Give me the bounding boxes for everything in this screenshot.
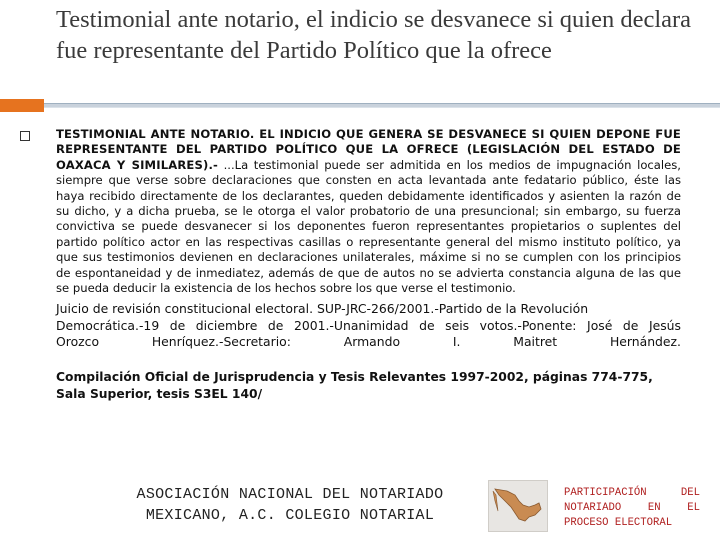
title-divider xyxy=(44,103,720,108)
footer-org-line-2: MEXICANO, A.C. COLEGIO NOTARIAL xyxy=(145,507,435,524)
juicio-citation xyxy=(56,301,681,351)
thesis-body: ...La testimonial puede ser admitida en los medios de impugnación locales, siempre que verse sobre declaraciones que consten en acta levantada ante fedatario público, éste las haya recibido directamente de los declarantes, queden debidamente identificados y asienten la razón de su dicho, y a dicha prueba, se le otorga el valor probatorio de una presuncional; sin embargo, su fuerza convictiva se puede desvanecer si los deponentes fueron representantes propietarios o suplentes del partido político actor en las respectivas casillas o representante general del mismo instituto político, ya que sus testimonios devienen en declaraciones unilaterales, máxime si no se cumplen con los principios de espontaneidad y de inmediatez, además de que de autos no se advierta constancia alguna de las que se pueda deducir la existencia de los hechos sobre los que verse el testimonio. xyxy=(56,157,681,296)
compilacion-reference: Compilación Oficial de Jurisprudencia y Tesis Relevantes 1997-2002, páginas 774-775, Sala Superior, tesis S3EL 140/ xyxy=(56,369,653,402)
mexico-map-icon xyxy=(488,480,548,532)
slide-body xyxy=(56,127,681,404)
juicio-line-3: Orozco Henríquez.-Secretario: Armando I. Maitret Hernández. xyxy=(56,334,681,350)
footer-organization xyxy=(110,484,470,526)
footer-event xyxy=(564,486,700,531)
slide-title: Testimonial ante notario, el indicio se desvanece si quien declara fue representante del Partido Político que la ofrece xyxy=(56,6,692,64)
title-accent-block xyxy=(0,99,44,112)
juicio-line-2: Democrática.-19 de diciembre de 2001.-Unanimidad de seis votos.-Ponente: José de Jesús xyxy=(56,317,681,333)
thesis-paragraph xyxy=(56,127,681,296)
footer-event-line-3: PROCESO ELECTORAL xyxy=(564,517,673,529)
juicio-line-1: Juicio de revisión constitucional electoral. SUP-JRC-266/2001.-Partido de la Revolución xyxy=(56,301,589,317)
hollow-square-bullet-icon xyxy=(20,131,30,141)
footer-event-line-2: NOTARIADO EN EL xyxy=(564,502,700,514)
footer-org-line-1: ASOCIACIÓN NACIONAL DEL NOTARIADO xyxy=(136,486,444,503)
footer-event-line-1: PARTICIPACIÓN DEL xyxy=(564,487,700,499)
thesis-heading: TESTIMONIAL ANTE NOTARIO. EL INDICIO QUE GENERA SE DESVANECE SI QUIEN DEPONE FUE REPRESENTANTE DEL PARTIDO POLÍTICO QUE LA OFRECE (LEGISLACIÓN DEL ESTADO DE OAXACA Y SIMILARES).- xyxy=(56,127,681,172)
